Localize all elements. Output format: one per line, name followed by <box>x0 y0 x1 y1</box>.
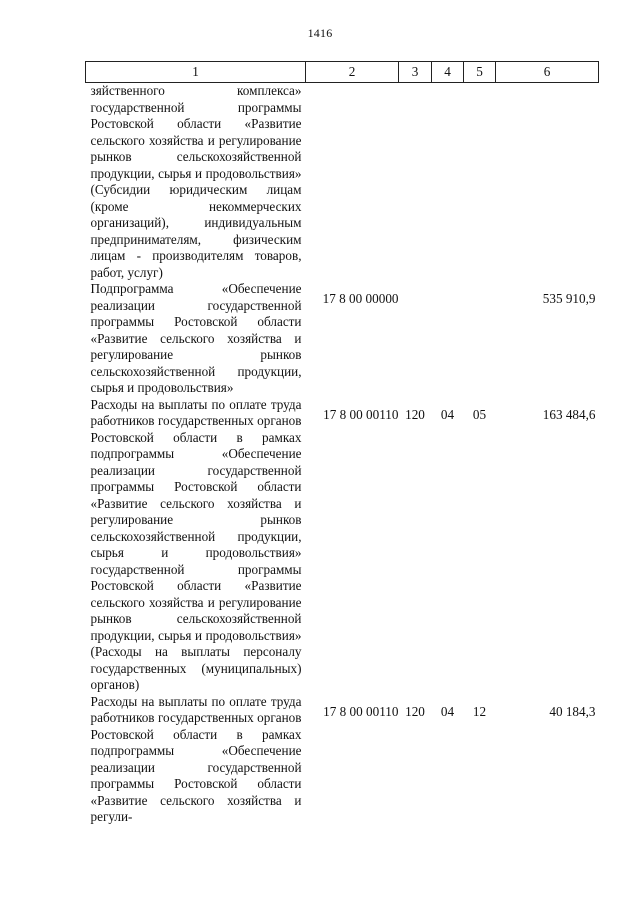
column-header-target-code: 2 <box>306 62 399 83</box>
row-section: 04 <box>440 406 455 422</box>
row-target-code: 17 8 00 00110 <box>323 406 399 422</box>
column-header-amount: 6 <box>496 62 599 83</box>
table-row <box>86 397 599 694</box>
column-header-subsection: 5 <box>464 62 496 83</box>
row-amount: 535 910,9 <box>542 291 596 306</box>
row-description: Расходы на выплаты по оплате труда работников государственных органов Ростовской области в рамках подпрограммы «Обеспечение реализации государственной программы Ростовской области «Развитие сельского хозяйства и регулирование рынков сельскохозяйственной продукции, сырья и продовольствия» государственной программы Ростовской области «Развитие сельского хозяйства и регулирование рынков сельскохозяйственной продукции, сырья и продовольствия» (Расходы на выплаты персоналу государственных (муниципальных) органов) <box>90 396 302 692</box>
row-subsection <box>464 83 496 282</box>
table-row <box>86 694 599 826</box>
row-section <box>432 281 464 397</box>
column-header-name: 1 <box>86 62 306 83</box>
row-expense-type <box>399 281 432 397</box>
row-section <box>432 83 464 282</box>
row-target-code: 17 8 00 00110 <box>323 703 399 719</box>
row-target-code: 17 8 00 00000 <box>322 291 399 306</box>
row-subsection <box>464 281 496 397</box>
column-header-expense-type: 3 <box>399 62 432 83</box>
row-amount <box>496 83 599 282</box>
row-subsection: 12 <box>472 703 487 719</box>
row-subsection: 05 <box>472 406 487 422</box>
row-amount: 163 484,6 <box>542 406 596 422</box>
page-number: 1416 <box>307 26 333 40</box>
row-expense-type: 120 <box>405 703 425 719</box>
row-description: Подпрограмма «Обеспечение реализации государственной программы Ростовской области «Развитие сельского хозяйства и регулирование рынков сельскохозяйственной продукции, сырья и продовольствия» <box>90 281 302 395</box>
row-expense-type: 120 <box>405 406 425 422</box>
column-header-section: 4 <box>432 62 464 83</box>
table-header-row <box>86 62 599 83</box>
row-amount: 40 184,3 <box>549 703 596 719</box>
table-row <box>86 281 599 397</box>
row-description: зяйственного комплекса» государственной программы Ростовской области «Развитие сельского хозяйства и регулирование рынков сельскохозяйственной продукции, сырья и продовольствия» (Субсидии юридическим лицам (кроме некоммерческих организаций), индивидуальным предпринимателям, физическим лицам - производителям товаров, работ, услуг) <box>90 83 302 280</box>
budget-table <box>85 61 599 826</box>
table-row <box>86 83 599 282</box>
row-expense-type <box>399 83 432 282</box>
row-description: Расходы на выплаты по оплате труда работников государственных органов Ростовской области в рамках подпрограммы «Обеспечение реализации государственной программы Ростовской области «Развитие сельского хозяйства и регули- <box>90 693 302 824</box>
row-section: 04 <box>440 703 455 719</box>
row-target-code <box>306 83 399 282</box>
